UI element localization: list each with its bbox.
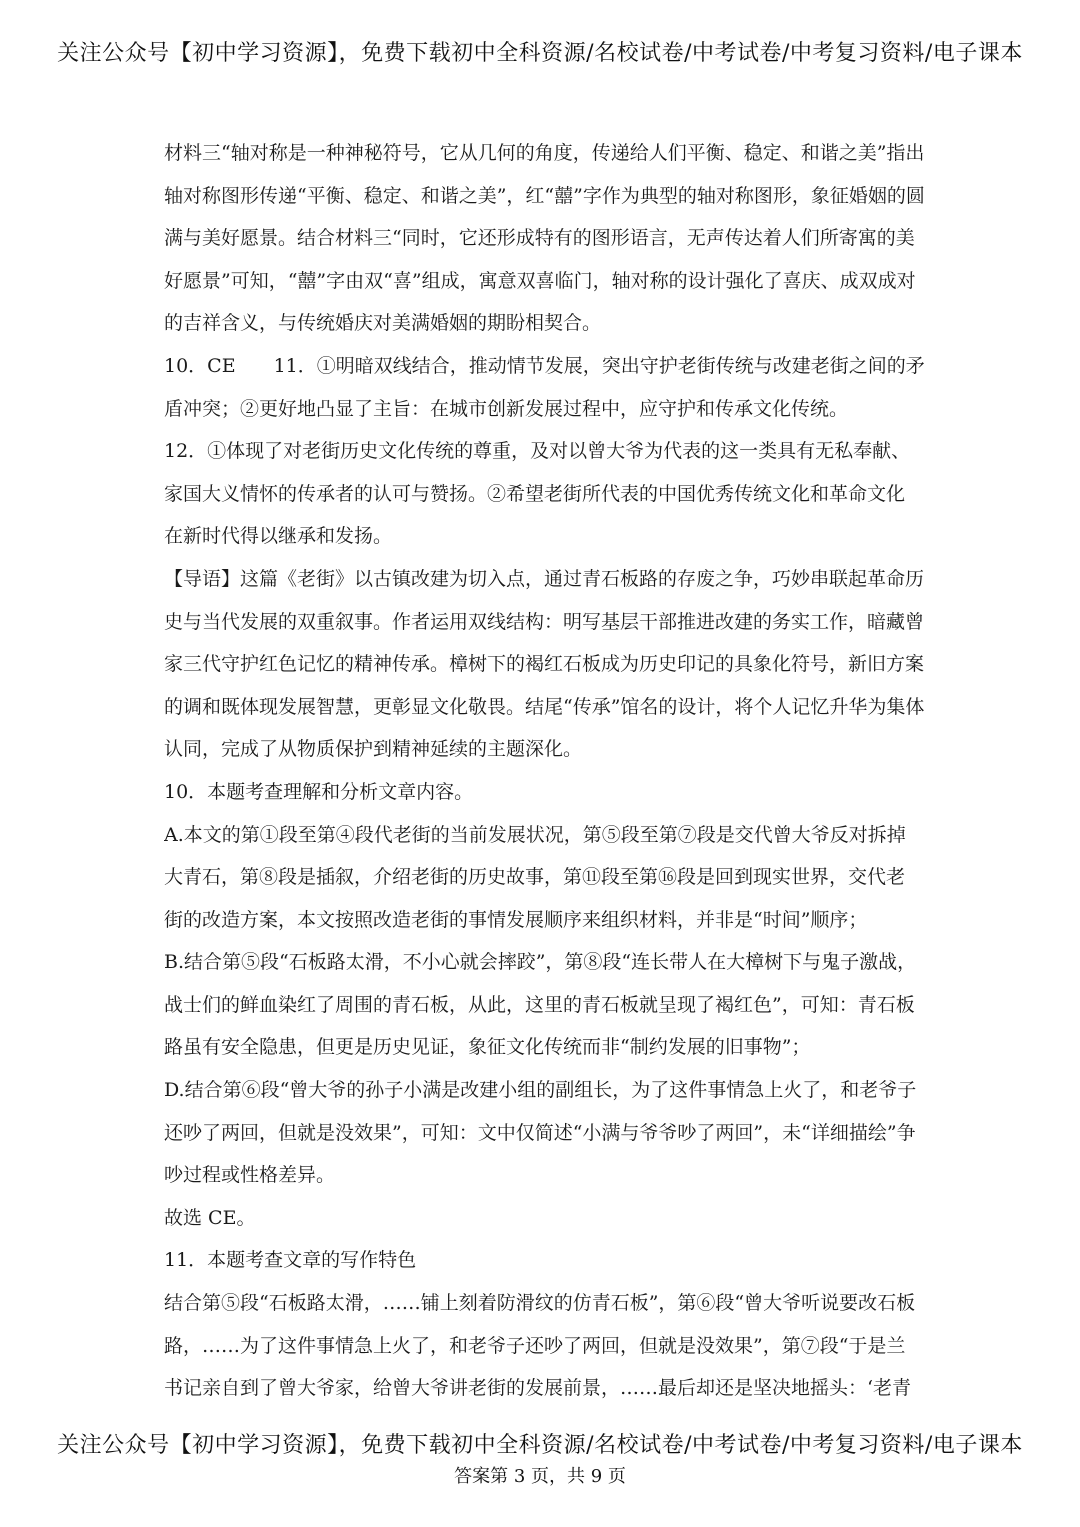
body-line: 战士们的鲜血染红了周围的青石板，从此，这里的青石板就呈现了褐红色”，可知：青石板 [164,993,915,1016]
body-line: 在新时代得以继承和发扬。 [164,525,393,548]
body-line: 家国大义情怀的传承者的认可与赞扬。②希望老街所代表的中国优秀传统文化和革命文化 [164,482,906,505]
body-line: 认同，完成了从物质保护到精神延续的主题深化。 [164,738,583,761]
body-line: 家三代守护红色记忆的精神传承。樟树下的褐红石板成为历史印记的具象化符号，新旧方案 [164,653,925,676]
body-line: 街的改造方案，本文按照改造老街的事情发展顺序来组织材料，并非是“时间”顺序； [164,908,868,931]
page-number: 答案第 3 页，共 9 页 [454,1466,626,1487]
body-line: 路，……为了这件事情急上火了，和老爷子还吵了两回，但就是没效果”，第⑦段“于是兰 [164,1334,906,1357]
body-line: 吵过程或性格差异。 [164,1164,336,1187]
body-line: 路虽有安全隐患，但更是历史见证，象征文化传统而非“制约发展的旧事物”； [164,1036,811,1059]
header-banner: 关注公众号【初中学习资源】，免费下载初中全科资源/名校试卷/中考试卷/中考复习资料/电子课本 [57,41,1023,66]
body-line: A.本文的第①段至第④段代老街的当前发展状况，第⑤段至第⑦段是交代曾大爷反对拆掉 [164,823,906,846]
body-line: 好愿景”可知，“囍”字由双“喜”组成，寓意双喜临门，轴对称的设计强化了喜庆、成双成对 [164,269,916,292]
body-line: 盾冲突；②更好地凸显了主旨：在城市创新发展过程中，应守护和传承文化传统。 [164,397,849,420]
body-line: 结合第⑤段“石板路太滑，……铺上刻着防滑纹的仿青石板”，第⑥段“曾大爷听说要改石板 [164,1292,916,1315]
body-line: 材料三“轴对称是一种神秘符号，它从几何的角度，传递给人们平衡、稳定、和谐之美”指出 [164,142,925,164]
body-line: 11．本题考查文章的写作特色 [164,1249,417,1272]
body-line: 【导语】这篇《老街》以古镇改建为切入点，通过青石板路的存废之争，巧妙串联起革命历 [164,567,925,590]
body-line: 的调和既体现发展智慧，更彰显文化敬畏。结尾“传承”馆名的设计，将个人记忆升华为集体 [164,695,925,718]
body-line: 12．①体现了对老街历史文化传统的尊重，及对以曾大爷为代表的这一类具有无私奉献、 [164,440,911,463]
body-line: 轴对称图形传递“平衡、稳定、和谐之美”，红“囍”字作为典型的轴对称图形，象征婚姻的圆 [164,184,925,207]
body-line: 史与当代发展的双重叙事。作者运用双线结构：明写基层干部推进改建的务实工作，暗藏曾 [164,610,925,633]
body-line: 10．本题考查理解和分析文章内容。 [164,780,474,803]
body-line: B.结合第⑤段“石板路太滑，不小心就会摔跤”，第⑧段“连长带人在大樟树下与鬼子激战， [164,951,917,974]
footer-banner: 关注公众号【初中学习资源】，免费下载初中全科资源/名校试卷/中考试卷/中考复习资料/电子课本 [57,1433,1023,1458]
body-line: 10．CE 11．①明暗双线结合，推动情节发展，突出守护老街传统与改建老街之间的矛 [164,354,925,377]
body-line: 书记亲自到了曾大爷家，给曾大爷讲老街的发展前景，……最后却还是坚决地摇头：‘老青 [164,1377,912,1400]
body-line: 的吉祥含义，与传统婚庆对美满婚姻的期盼相契合。 [164,312,602,335]
answer-body [164,132,926,1410]
body-line: D.结合第⑥段“曾大爷的孙子小满是改建小组的副组长，为了这件事情急上火了，和老爷子 [164,1079,917,1102]
body-line: 还吵了两回，但就是没效果”，可知：文中仅简述“小满与爷爷吵了两回”，未“详细描绘”争 [164,1121,916,1144]
body-line: 故选 CE。 [164,1206,256,1229]
body-line: 大青石，第⑧段是插叙，介绍老街的历史故事，第⑪段至第⑯段是回到现实世界，交代老 [164,866,906,889]
body-line: 满与美好愿景。结合材料三“同时，它还形成特有的图形语言，无声传达着人们所寄寓的美 [164,227,915,250]
